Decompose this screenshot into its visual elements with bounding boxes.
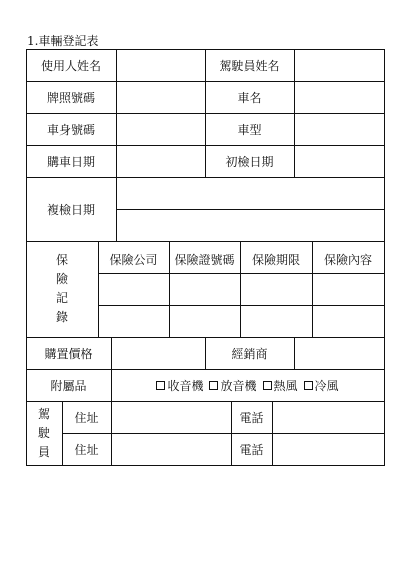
form-title: 1.車輛登記表 [27,34,99,48]
label-re-inspection: 複檢日期 [46,202,95,217]
label-dealer: 經銷商 [231,346,268,361]
accessory-label: 熱風 [273,378,298,393]
driver-char: 員 [37,444,50,459]
policy-no-field[interactable] [170,306,240,337]
body-no-field[interactable] [117,114,205,145]
phone-field[interactable] [273,402,384,433]
checkbox-icon[interactable] [156,381,165,390]
insurance-record-char: 記 [55,291,68,305]
label-purchase-price: 購置價格 [44,346,93,361]
label-phone: 電話 [239,442,264,457]
accessory-options [111,369,384,401]
label-address: 住址 [74,410,99,425]
driver-char: 駕 [37,406,50,421]
label-phone: 電話 [239,410,264,425]
checkbox-icon[interactable] [209,381,218,390]
insurance-company-field[interactable] [99,306,169,337]
label-driver [26,401,62,465]
first-inspection-field[interactable] [295,146,384,177]
label-car-model: 車型 [237,122,262,137]
accessory-ac[interactable] [304,377,339,394]
insurance-period-field[interactable] [241,306,312,337]
label-driver-name: 駕駛員姓名 [219,58,280,73]
header-insurance-company: 保險公司 [109,253,158,267]
accessory-label: 冷風 [314,378,339,393]
checkbox-icon[interactable] [304,381,313,390]
phone-field[interactable] [273,434,384,465]
label-user-name: 使用人姓名 [40,58,101,73]
label-body-no: 車身號碼 [46,122,95,137]
address-field[interactable] [112,434,231,465]
insurance-company-field[interactable] [99,274,169,305]
header-insurance-content: 保險內容 [323,253,372,267]
label-address: 住址 [74,442,99,457]
table-border-right [384,49,385,466]
accessory-heater[interactable] [263,377,298,394]
insurance-content-field[interactable] [313,274,384,305]
re-inspection-field[interactable] [117,178,384,209]
insurance-period-field[interactable] [241,274,312,305]
driver-name-field[interactable] [295,50,384,81]
checkbox-icon[interactable] [263,381,272,390]
insurance-record-char: 保 [55,253,68,267]
user-name-field[interactable] [117,50,205,81]
accessory-label: 收音機 [167,378,204,393]
policy-no-field[interactable] [170,274,240,305]
purchase-date-field[interactable] [117,146,205,177]
label-plate-no: 牌照號碼 [46,90,95,105]
label-first-inspection: 初檢日期 [225,154,274,169]
accessory-label: 放音機 [220,378,257,393]
plate-no-field[interactable] [117,82,205,113]
accessory-cassette[interactable] [209,377,256,394]
dealer-field[interactable] [295,338,384,369]
insurance-record-char: 險 [55,272,68,286]
label-car-name: 車名 [237,90,262,105]
label-accessories: 附屬品 [50,378,87,393]
address-field[interactable] [112,402,231,433]
table-border-bottom [26,465,385,466]
label-purchase-date: 購車日期 [46,154,95,169]
re-inspection-field[interactable] [117,210,384,241]
purchase-price-field[interactable] [112,338,205,369]
header-policy-no: 保險證號碼 [174,253,235,267]
label-insurance-record [26,241,98,337]
insurance-record-char: 錄 [55,310,68,324]
accessory-radio[interactable] [156,377,203,394]
insurance-content-field[interactable] [313,306,384,337]
car-model-field[interactable] [295,114,384,145]
car-name-field[interactable] [295,82,384,113]
header-insurance-period: 保險期限 [251,253,300,267]
driver-char: 駛 [37,425,50,440]
